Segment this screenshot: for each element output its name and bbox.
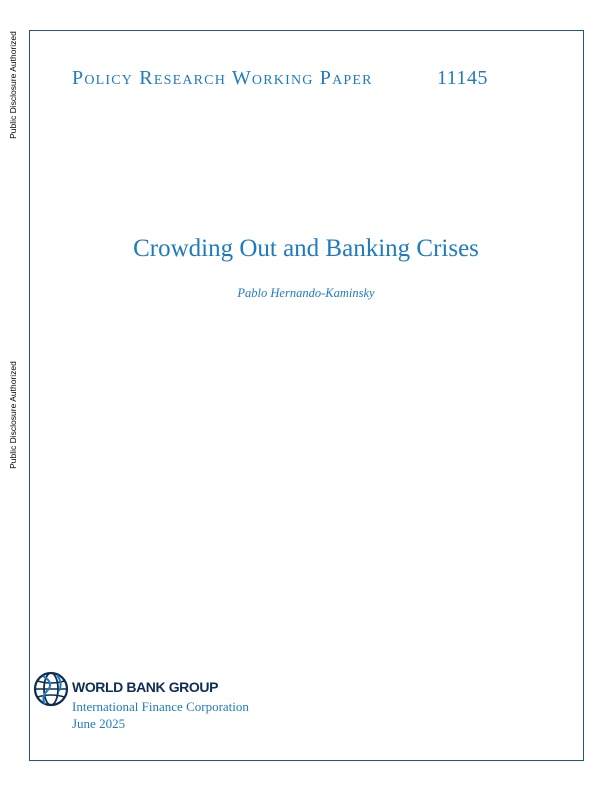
- paper-title: [0, 235, 612, 263]
- author-name: [0, 286, 612, 301]
- series-title: Policy Research Working Paper: [72, 67, 373, 89]
- organization-unit: International Finance Corporation: [72, 699, 249, 714]
- paper-title-text: Crowding Out and Banking Crises: [133, 235, 479, 262]
- publication-date: June 2025: [72, 716, 126, 731]
- disclosure-label-middle: Public Disclosure Authorized: [8, 361, 18, 469]
- page-border-frame: [29, 30, 584, 761]
- organization-name: WORLD BANK GROUP: [72, 679, 219, 695]
- author-name-text: Pablo Hernando-Kaminsky: [237, 286, 375, 300]
- world-bank-globe-icon: [33, 671, 69, 707]
- disclosure-label-top: Public Disclosure Authorized: [8, 31, 18, 139]
- paper-number: 11145: [437, 67, 489, 89]
